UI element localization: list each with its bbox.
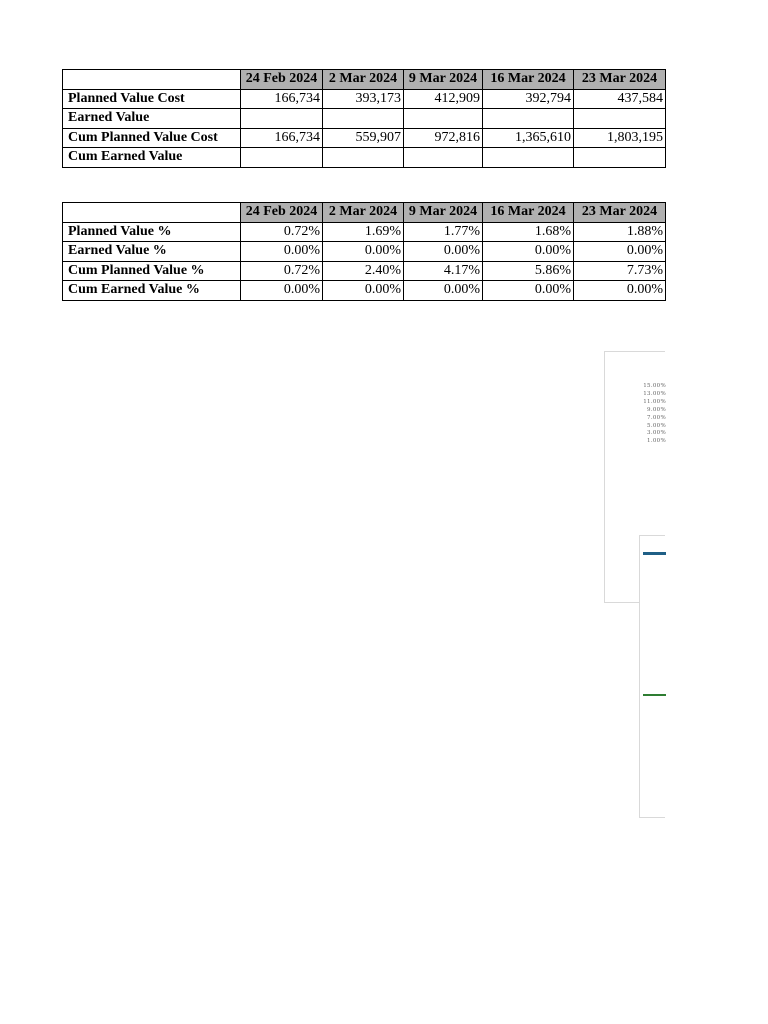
value-cell: 559,907 [323, 128, 404, 148]
cost-table-header-row [63, 70, 666, 90]
table-row [63, 109, 666, 129]
table-row [63, 281, 666, 301]
table-row [63, 242, 666, 262]
cost-date-header: 23 Mar 2024 [574, 70, 666, 90]
value-cell: 1.69% [323, 222, 404, 242]
y-tick-label: 11.00% [643, 398, 666, 405]
value-cell: 1.88% [574, 222, 666, 242]
value-cell: 166,734 [241, 128, 323, 148]
table-row [63, 128, 666, 148]
value-cell: 393,173 [323, 89, 404, 109]
value-cell [241, 109, 323, 129]
percent-date-header: 9 Mar 2024 [404, 203, 483, 223]
row-label: Planned Value Cost [63, 89, 241, 109]
value-cell: 1,365,610 [483, 128, 574, 148]
table-row [63, 148, 666, 168]
series-line-green [643, 694, 666, 696]
value-cell [483, 148, 574, 168]
cost-date-header: 9 Mar 2024 [404, 70, 483, 90]
series-line-blue [643, 552, 666, 555]
value-cell [574, 109, 666, 129]
value-cell: 166,734 [241, 89, 323, 109]
percent-date-header: 2 Mar 2024 [323, 203, 404, 223]
cost-table-corner-cell [63, 70, 241, 90]
value-cell: 0.00% [483, 242, 574, 262]
table-row [63, 261, 666, 281]
value-cell: 0.72% [241, 222, 323, 242]
row-label: Earned Value [63, 109, 241, 129]
value-cell [574, 148, 666, 168]
y-axis-ticks [626, 383, 666, 446]
value-cell: 0.00% [323, 242, 404, 262]
chart-fragment-lower [639, 535, 665, 818]
percent-table-corner-cell [63, 203, 241, 223]
row-label: Earned Value % [63, 242, 241, 262]
cost-date-header: 24 Feb 2024 [241, 70, 323, 90]
value-cell: 2.40% [323, 261, 404, 281]
value-cell [323, 148, 404, 168]
value-cell: 1.68% [483, 222, 574, 242]
y-tick-label: 1.00% [647, 438, 666, 445]
percent-date-header: 23 Mar 2024 [574, 203, 666, 223]
value-cell: 0.00% [241, 242, 323, 262]
value-cell [404, 109, 483, 129]
value-cell: 412,909 [404, 89, 483, 109]
y-tick-label: 15.00% [643, 383, 666, 389]
value-cell: 1,803,195 [574, 128, 666, 148]
value-cell: 4.17% [404, 261, 483, 281]
value-cell: 1.77% [404, 222, 483, 242]
row-label: Cum Earned Value [63, 148, 241, 168]
value-cell: 0.72% [241, 261, 323, 281]
y-tick-label: 3.00% [647, 430, 666, 437]
row-label: Planned Value % [63, 222, 241, 242]
value-cell [404, 148, 483, 168]
value-cell: 0.00% [574, 242, 666, 262]
table-row [63, 89, 666, 109]
row-label: Cum Planned Value Cost [63, 128, 241, 148]
y-tick-label: 13.00% [643, 390, 666, 397]
value-cell: 5.86% [483, 261, 574, 281]
cost-date-header: 2 Mar 2024 [323, 70, 404, 90]
cost-date-header: 16 Mar 2024 [483, 70, 574, 90]
row-label: Cum Earned Value % [63, 281, 241, 301]
value-cell: 7.73% [574, 261, 666, 281]
table-row [63, 222, 666, 242]
value-cell: 0.00% [323, 281, 404, 301]
value-cell: 0.00% [241, 281, 323, 301]
value-cell: 0.00% [404, 281, 483, 301]
row-label: Cum Planned Value % [63, 261, 241, 281]
y-tick-label: 7.00% [647, 414, 666, 421]
value-cell [241, 148, 323, 168]
value-cell [483, 109, 574, 129]
value-cell [323, 109, 404, 129]
value-cell: 972,816 [404, 128, 483, 148]
value-cell: 0.00% [404, 242, 483, 262]
value-cell: 392,794 [483, 89, 574, 109]
percent-table-header-row [63, 203, 666, 223]
percent-date-header: 24 Feb 2024 [241, 203, 323, 223]
percent-table [62, 202, 666, 301]
cost-table [62, 69, 666, 168]
y-tick-label: 9.00% [647, 406, 666, 413]
percent-date-header: 16 Mar 2024 [483, 203, 574, 223]
value-cell: 0.00% [574, 281, 666, 301]
y-tick-label: 5.00% [647, 422, 666, 429]
value-cell: 0.00% [483, 281, 574, 301]
value-cell: 437,584 [574, 89, 666, 109]
